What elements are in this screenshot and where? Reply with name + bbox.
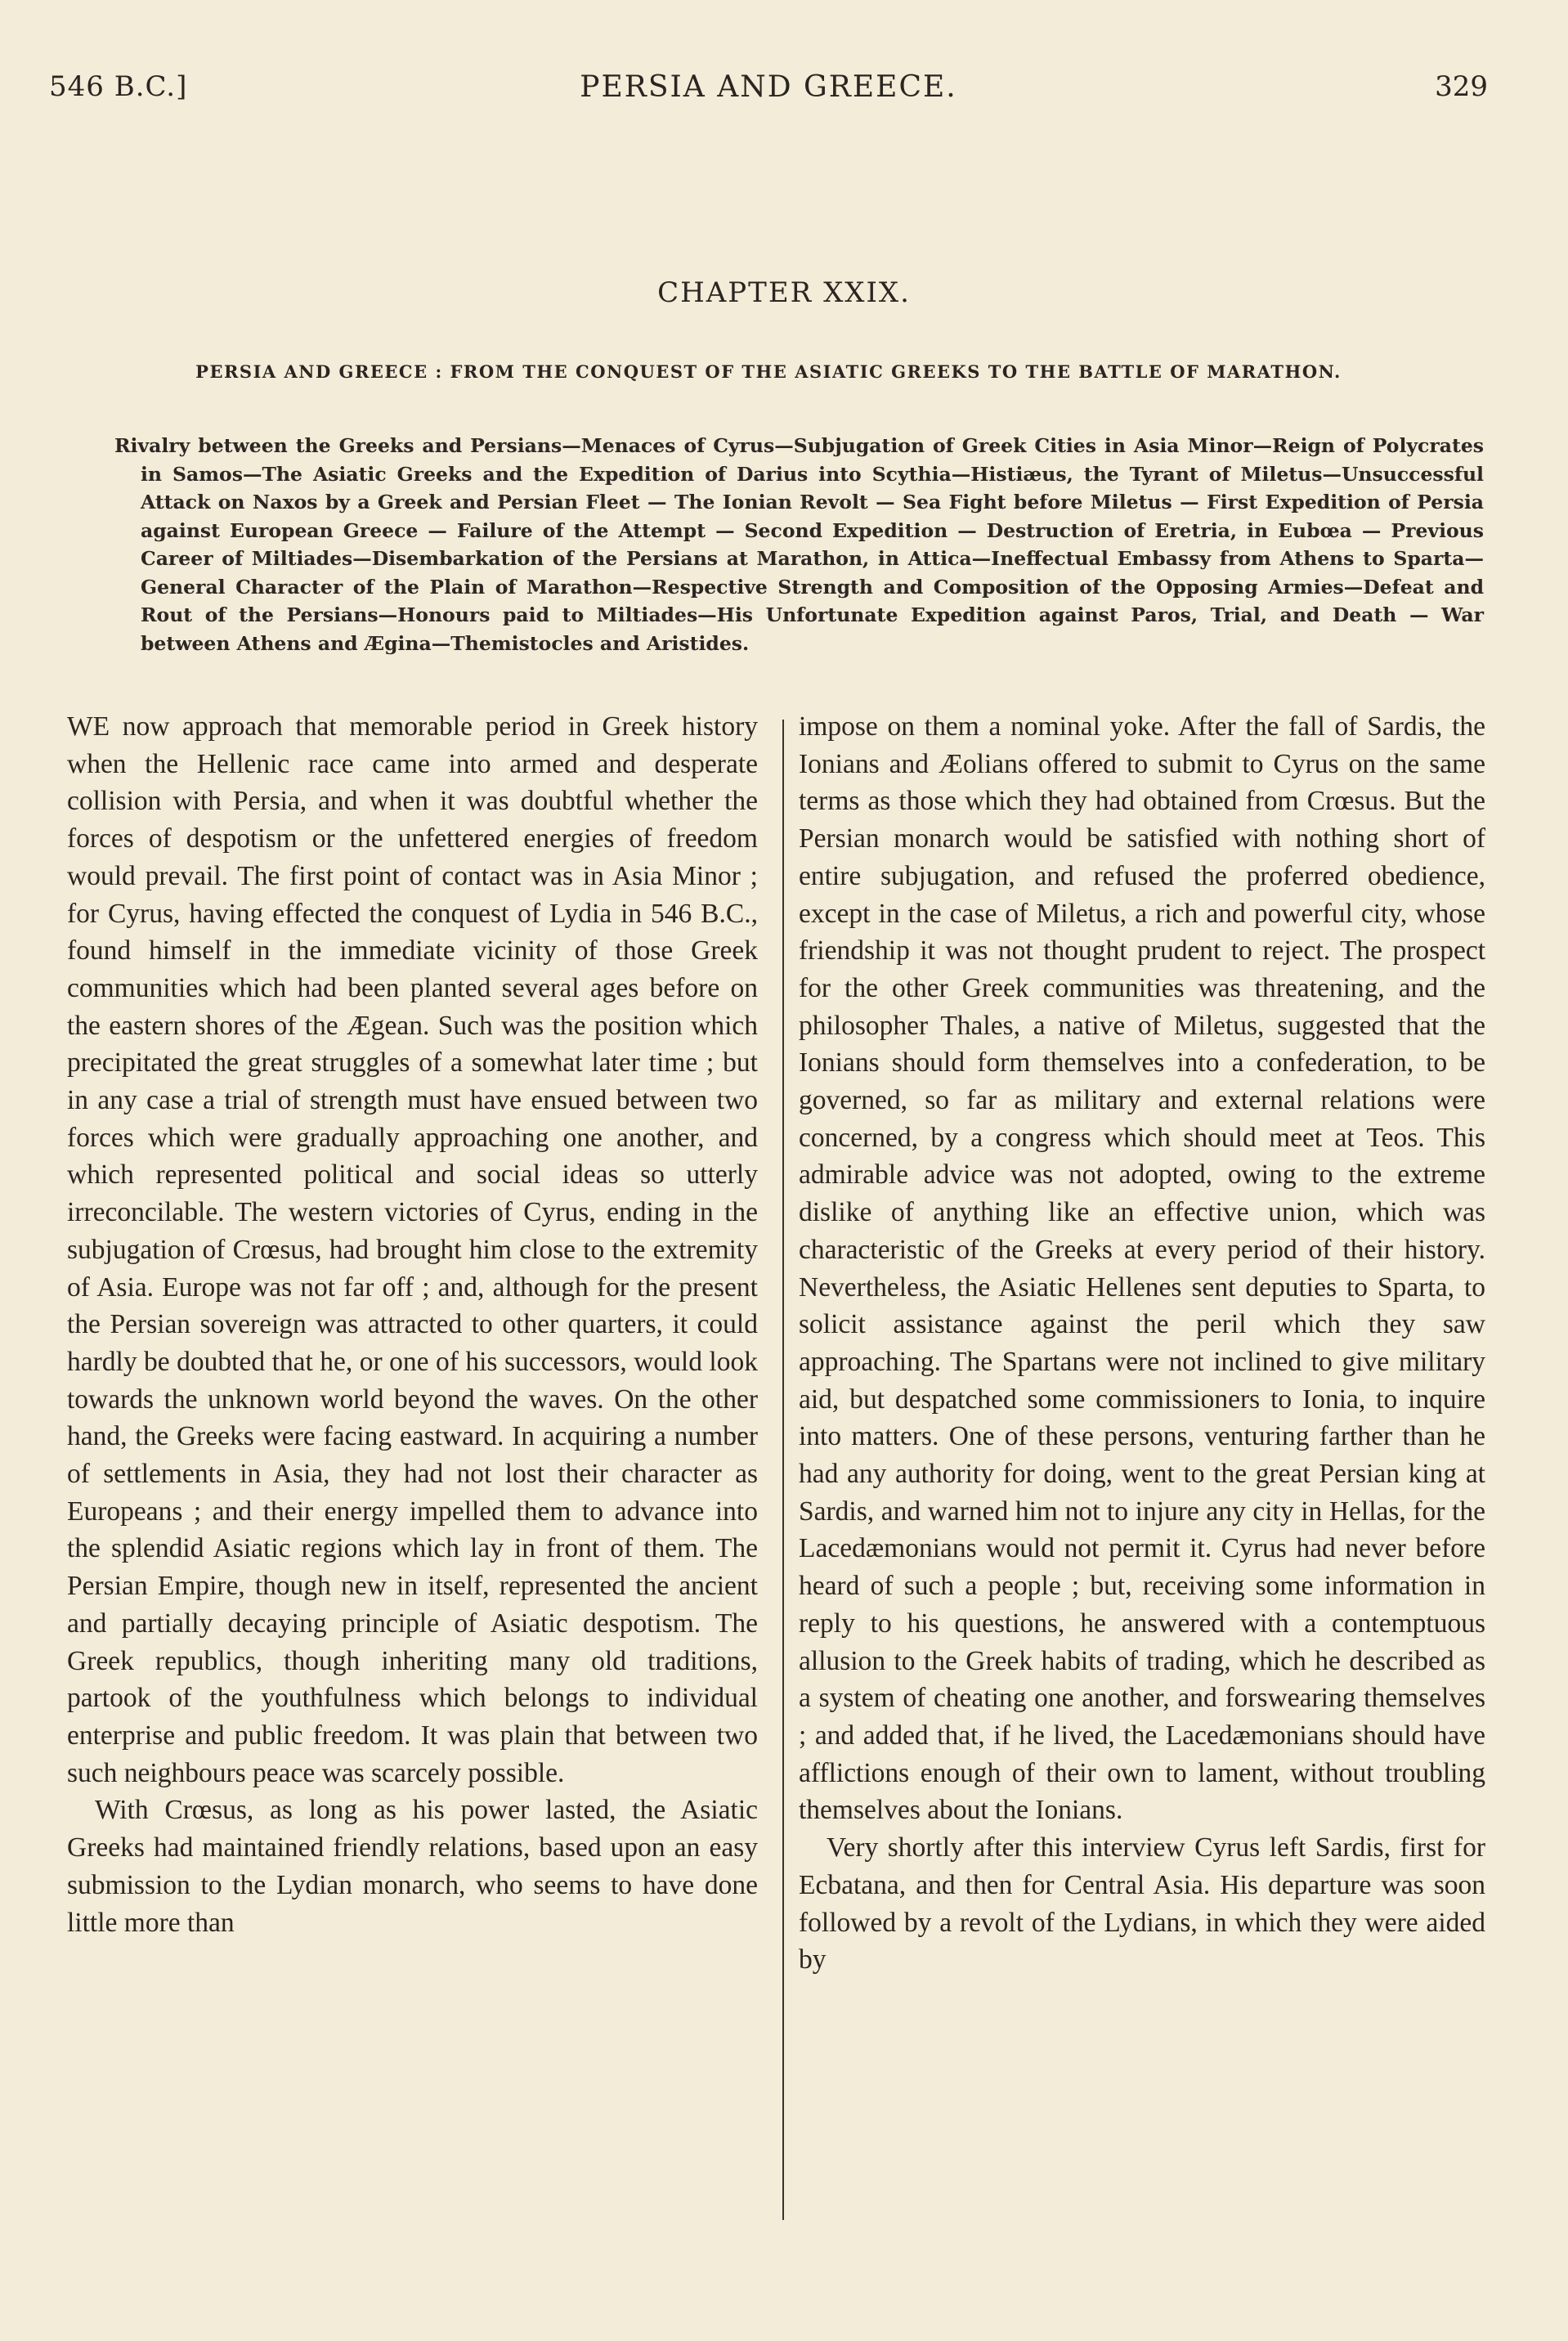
running-head-date: 546 B.C.]: [49, 70, 188, 103]
chapter-title: CHAPTER XXIX.: [657, 276, 911, 309]
paragraph: impose on them a nominal yoke. After the fall of Sardis, the Ionians and Æolians offered to submit to Cyrus on the same terms as those which they had obtained from Crœsus. But the Persian monarch would be satisfied with nothing short of entire subjugation, and refused the proferred obedience, except in the case of Miletus, a rich and powerful city, whose friendship it was not thought prudent to reject. The prospect for the other Greek communities was threatening, and the philosopher Thales, a native of Miletus, suggested that the Ionians should form themselves into a confederation, to be governed, so far as military and external relations were concerned, by a congress which should meet at Teos. This admirable advice was not adopted, owing to the extreme dislike of anything like an effective union, which was characteristic of the Greeks at every period of their history. Nevertheless, the Asiatic Hellenes sent deputies to Sparta, to solicit assistance against the peril which they saw approaching. The Spartans were not inclined to give military aid, but despatched some commissioners to Ionia, to inquire into matters. One of these persons, venturing farther than he had any authority for doing, went to the great Persian king at Sardis, and warned him not to injure any city in Hellas, for the Lacedæmonians would not permit it. Cyrus had never before heard of such a people ; but, receiving some information in reply to his questions, he answered with a contemptuous allusion to the Greek habits of trading, which he described as a system of cheating one another, and forswearing themselves ; and added that, if he lived, the Lacedæmonians should have afflictions enough of their own to lament, without troubling themselves about the Ionians.: [799, 711, 1485, 1826]
running-head-title: PERSIA AND GREECE.: [580, 70, 957, 104]
paragraph: WE now approach that memorable period in Greek history when the Hellenic race came into armed and desperate collision with Persia, and when it was doubtful whether the forces of despotism or the unfettered energies of freedom would prevail. The first point of contact was in Asia Minor ; for Cyrus, having effected the conquest of Lydia in 546 B.C., found himself in the immediate vicinity of those Greek communities which had been planted several ages before on the eastern shores of the Ægean. Such was the position which precipitated the great struggles of a somewhat later time ; but in any case a trial of strength must have ensued between two forces which were gradually approaching one another, and which represented political and social ideas so utterly irreconcilable. The western victories of Cyrus, ending in the subjugation of Crœsus, had brought him close to the extremity of Asia. Europe was not far off ; and, although for the present the Persian sovereign was attracted to other quarters, it could hardly be doubted that he, or one of his successors, would look towards the unknown world beyond the waves. On the other hand, the Greeks were facing eastward. In acquiring a number of settlements in Asia, they had not lost their character as Europeans ; and their energy impelled them to advance into the splendid Asiatic regions which lay in front of them. The Persian Empire, though new in itself, represented the ancient and partially decaying principle of Asiatic despotism. The Greek republics, though inheriting many old traditions, partook of the youthfulness which belongs to individual enterprise and public freedom. It was plain that between two such neighbours peace was scarcely possible.: [67, 711, 758, 1788]
page-number: 329: [1435, 70, 1488, 103]
running-head: [49, 70, 1488, 119]
chapter-summary-text: Rivalry between the Greeks and Persians—Menaces of Cyrus—Subjugation of Greek Cities in Asia Minor—Reign of Polycrates in Samos—The Asiatic Greeks and the Expedition of Darius into Scythia—Histiæus, the Tyrant of Miletus—Unsuccessful Attack on Naxos by a Greek and Persian Fleet — The Ionian Revolt — Sea Fight before Miletus — First Expedition of Persia against European Greece — Failure of the Attempt — Second Expedition — Destruction of Eretria, in Eubœa — Previous Career of Miltiades—Disembarkation of the Persians at Marathon, in Attica—Ineffectual Embassy from Athens to Sparta—General Character of the Plain of Marathon—Respective Strength and Composition of the Opposing Armies—Defeat and Rout of the Persians—Honours paid to Miltiades—His Unfortunate Expedition against Paros, Trial, and Death — War between Athens and Ægina—Themistocles and Aristides.: [114, 434, 1484, 655]
chapter-summary: [114, 432, 1484, 657]
chapter-subtitle: PERSIA AND GREECE : FROM THE CONQUEST OF THE ASIATIC GREEKS TO THE BATTLE OF MARATHON.: [195, 361, 1342, 382]
paragraph: With Crœsus, as long as his power lasted, the Asiatic Greeks had maintained friendly relations, based upon an easy submission to the Lydian monarch, who seems to have done little more than: [67, 1795, 758, 1938]
left-column: [67, 708, 758, 1941]
right-column: [799, 708, 1485, 1979]
column-divider: [782, 720, 784, 2220]
paragraph: Very shortly after this interview Cyrus left Sardis, first for Ecbatana, and then for Central Asia. His departure was soon followed by a revolt of the Lydians, in which they were aided by: [799, 1832, 1485, 1975]
